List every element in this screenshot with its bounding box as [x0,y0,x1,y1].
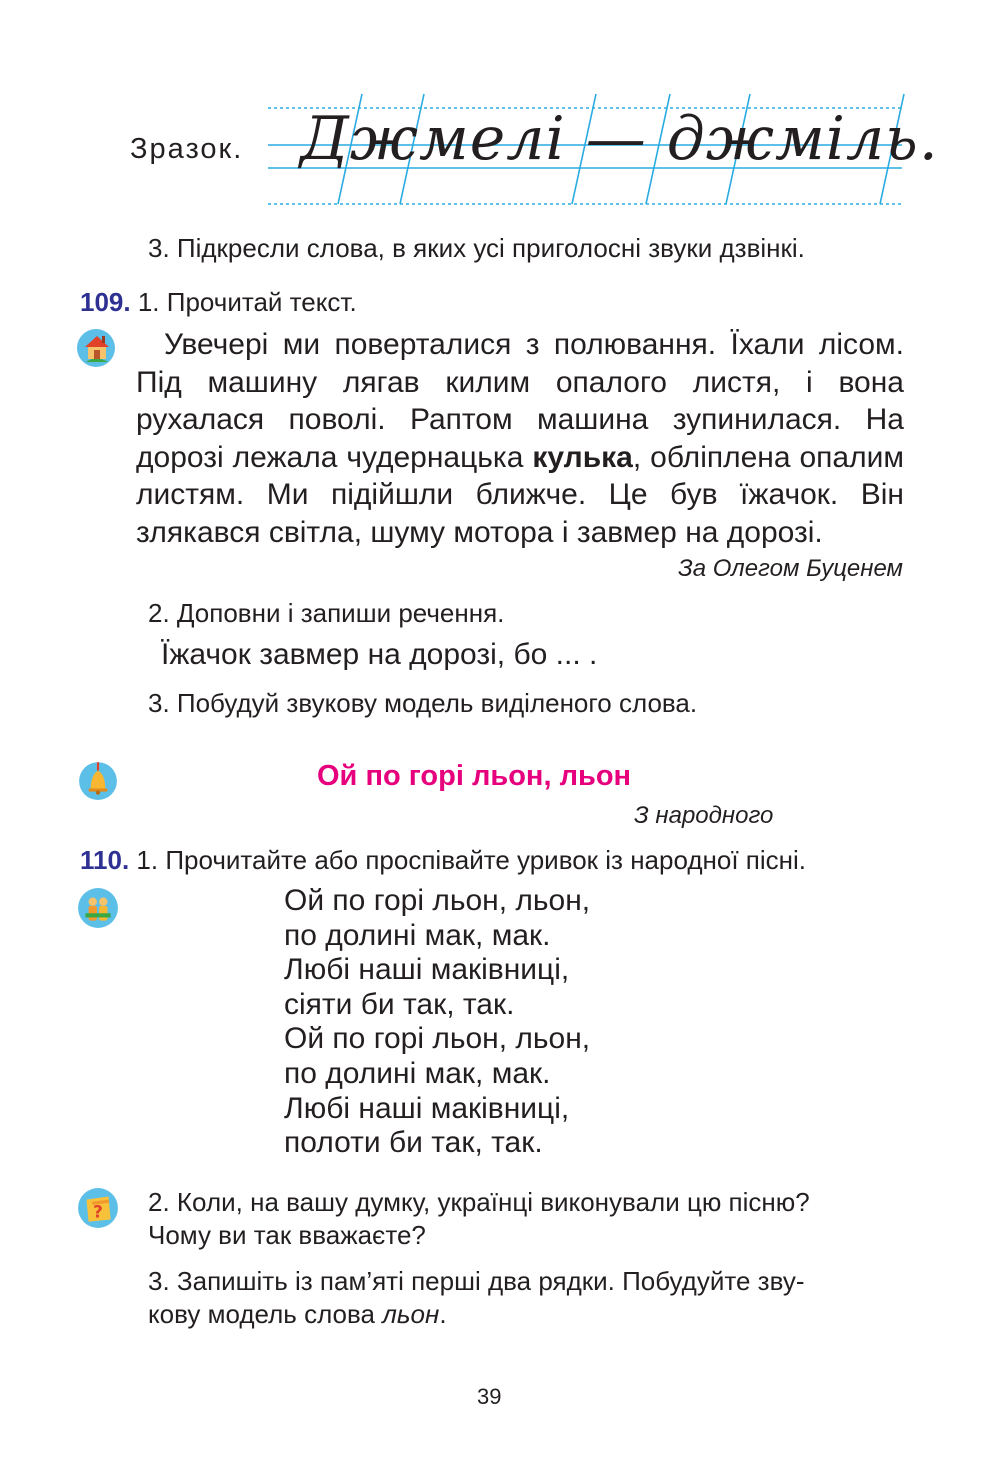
task-2-line-2: Чому ви так вважаєте? [148,1220,426,1250]
song-title: Ой по горі льон, льон [317,760,632,792]
cursive-sample: Джмелі — джміль. [300,104,939,174]
task-2: 2. Доповни і запиши речення. [148,598,505,628]
highlighted-word: кулька [532,440,633,474]
children-icon [77,887,119,929]
task-3-top: 3. Підкресли слова, в яких усі приголосні звуки дзвінкі. [148,233,805,263]
task-3-line-2 [148,1297,447,1331]
sample-label: Зразок. [130,133,244,165]
bell-icon [77,758,119,800]
text-author: За Олегом Буценем [678,555,903,582]
poem-line: Любі наші маківниці, [284,1091,570,1125]
task-3-line-1: 3. Запишіть із пам’яті перші два рядки. Побудуйте зву- [148,1266,805,1296]
song-source: З народного [634,802,774,829]
exercise-instruction: 1. Прочитайте або проспівайте уривок із народної пісні. [136,845,807,875]
svg-text:?: ? [93,1201,103,1222]
poem-line: сіяти би так, так. [284,987,515,1021]
poem-line: Любі наші маківниці, [284,953,570,987]
poem-line: Ой по горі льон, льон, [284,1022,591,1056]
song-poem [284,884,590,1161]
task-2-sentence: Їжачок завмер на дорозі, бо ... . [161,638,598,671]
poem-line: полоти би так, так. [284,1126,543,1160]
exercise-number: 109. [80,287,131,317]
exercise-109-header [80,285,357,319]
text-part: Увечері ми поверталися з полювання. Їхали лісом. Під машину лягав килим опалого листя, і вона рухалася поволі. Раптом машина зупинилася. На дорозі лежала чудернацька [136,328,904,474]
task-3: 3. Побудуй звукову модель виділеного слова. [148,688,698,718]
page-number: 39 [477,1384,502,1409]
exercise-instruction: 1. Прочитай текст. [137,287,357,317]
house-icon [76,328,116,368]
exercise-number: 110. [80,845,130,875]
italic-word: льон [382,1299,440,1329]
poem-line: по долині мак, мак. [284,1056,551,1090]
text-part: . [439,1299,447,1329]
text-part: , обліплена опалим листям. Ми підійшли ближче. Це був їжачок. Він злякався світла, шуму мотора і завмер на дорозі. [136,440,905,549]
poem-line: Ой по горі льон, льон, [284,884,591,917]
exercise-109-text [136,326,904,551]
text-part: кову модель слова [148,1299,383,1329]
task-2-line-1: 2. Коли, на вашу думку, українці виконували цю пісню? [148,1187,810,1217]
exercise-110-header [80,843,806,877]
poem-line: по долині мак, мак. [284,918,551,952]
question-icon [77,1187,119,1229]
